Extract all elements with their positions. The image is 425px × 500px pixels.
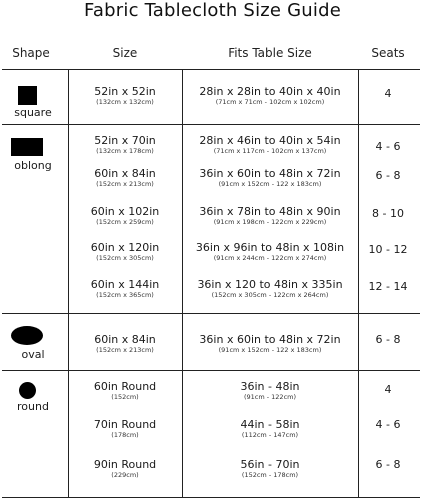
size-metric: (152cm x 259cm) xyxy=(96,218,154,226)
fits-value: 44in - 58in xyxy=(240,418,300,431)
fits-cell xyxy=(182,85,358,106)
shape-label-square: square xyxy=(14,106,52,119)
page-title: Fabric Tablecloth Size Guide xyxy=(84,0,341,21)
size-cell xyxy=(68,333,182,354)
size-value: 60in Round xyxy=(93,380,157,393)
size-metric: (152cm x 305cm) xyxy=(96,254,154,262)
size-cell xyxy=(68,167,182,188)
fits-cell xyxy=(182,205,358,226)
size-cell xyxy=(68,278,182,299)
size-cell xyxy=(68,241,182,262)
oval-shape-icon xyxy=(11,326,43,345)
seats-value: 6 - 8 xyxy=(375,458,401,471)
fits-cell xyxy=(182,134,358,155)
fits-metric: (91cm x 152cm - 122 x 183cm) xyxy=(218,180,322,188)
header-seats: Seats xyxy=(371,46,405,60)
fits-cell xyxy=(182,167,358,188)
seats-value: 6 - 8 xyxy=(375,169,401,182)
shape-label-round: round xyxy=(17,400,49,413)
seats-value: 4 xyxy=(384,87,392,100)
fits-cell xyxy=(182,241,358,262)
size-value: 52in x 70in xyxy=(94,134,156,147)
seats-value: 8 - 10 xyxy=(372,207,404,220)
fits-value: 36in x 60in to 48in x 72in xyxy=(199,167,341,180)
size-metric: (132cm x 178cm) xyxy=(96,147,154,155)
oblong-shape-icon xyxy=(11,138,43,156)
fits-value: 36in x 120 to 48in x 335in xyxy=(197,278,343,291)
fits-cell xyxy=(182,418,358,439)
seats-value: 10 - 12 xyxy=(368,243,408,256)
size-value: 60in x 84in xyxy=(94,167,156,180)
shape-label-oblong: oblong xyxy=(14,159,52,172)
size-cell xyxy=(68,134,182,155)
fits-value: 28in x 46in to 40in x 54in xyxy=(199,134,341,147)
size-metric: (132cm x 132cm) xyxy=(96,98,154,106)
size-cell xyxy=(68,85,182,106)
fits-metric: (71cm x 117cm - 102cm x 137cm) xyxy=(213,147,327,155)
size-metric: (152cm x 213cm) xyxy=(96,346,154,354)
fits-metric: (152cm - 178cm) xyxy=(241,471,299,479)
size-value: 60in x 120in xyxy=(90,241,160,254)
fits-metric: (91cm - 122cm) xyxy=(243,393,297,401)
size-value: 90in Round xyxy=(93,458,157,471)
size-value: 60in x 102in xyxy=(90,205,160,218)
header-fits: Fits Table Size xyxy=(228,46,312,60)
seats-value: 4 - 6 xyxy=(375,140,401,153)
size-metric: (229cm) xyxy=(111,471,139,479)
size-cell xyxy=(68,418,182,439)
size-metric: (152cm x 213cm) xyxy=(96,180,154,188)
size-value: 60in x 144in xyxy=(90,278,160,291)
size-metric: (152cm x 365cm) xyxy=(96,291,154,299)
size-cell xyxy=(68,380,182,401)
fits-metric: (91cm x 244cm - 122cm x 274cm) xyxy=(213,254,327,262)
seats-value: 12 - 14 xyxy=(368,280,408,293)
fits-metric: (71cm x 71cm - 102cm x 102cm) xyxy=(215,98,325,106)
header-shape: Shape xyxy=(12,46,50,60)
fits-metric: (112cm - 147cm) xyxy=(241,431,299,439)
fits-value: 36in x 60in to 48in x 72in xyxy=(199,333,341,346)
size-value: 60in x 84in xyxy=(94,333,156,346)
size-metric: (152cm) xyxy=(111,393,139,401)
fits-cell xyxy=(182,458,358,479)
fits-value: 56in - 70in xyxy=(240,458,300,471)
fits-value: 36in - 48in xyxy=(240,380,300,393)
seats-value: 6 - 8 xyxy=(375,333,401,346)
square-shape-icon xyxy=(18,86,37,105)
size-cell xyxy=(68,458,182,479)
fits-cell xyxy=(182,278,358,299)
fits-value: 28in x 28in to 40in x 40in xyxy=(199,85,341,98)
fits-cell xyxy=(182,380,358,401)
round-shape-icon xyxy=(19,382,36,399)
fits-cell xyxy=(182,333,358,354)
seats-value: 4 - 6 xyxy=(375,418,401,431)
shape-label-oval: oval xyxy=(21,348,45,361)
fits-metric: (152cm x 305cm - 122cm x 264cm) xyxy=(211,291,329,299)
size-cell xyxy=(68,205,182,226)
fits-metric: (91cm x 152cm - 122 x 183cm) xyxy=(218,346,322,354)
size-metric: (178cm) xyxy=(111,431,139,439)
size-value: 52in x 52in xyxy=(94,85,156,98)
seats-value: 4 xyxy=(384,383,392,396)
fits-value: 36in x 78in to 48in x 90in xyxy=(199,205,341,218)
fits-value: 36in x 96in to 48in x 108in xyxy=(195,241,345,254)
size-value: 70in Round xyxy=(93,418,157,431)
header-size: Size xyxy=(112,46,138,60)
fits-metric: (91cm x 198cm - 122cm x 229cm) xyxy=(213,218,327,226)
